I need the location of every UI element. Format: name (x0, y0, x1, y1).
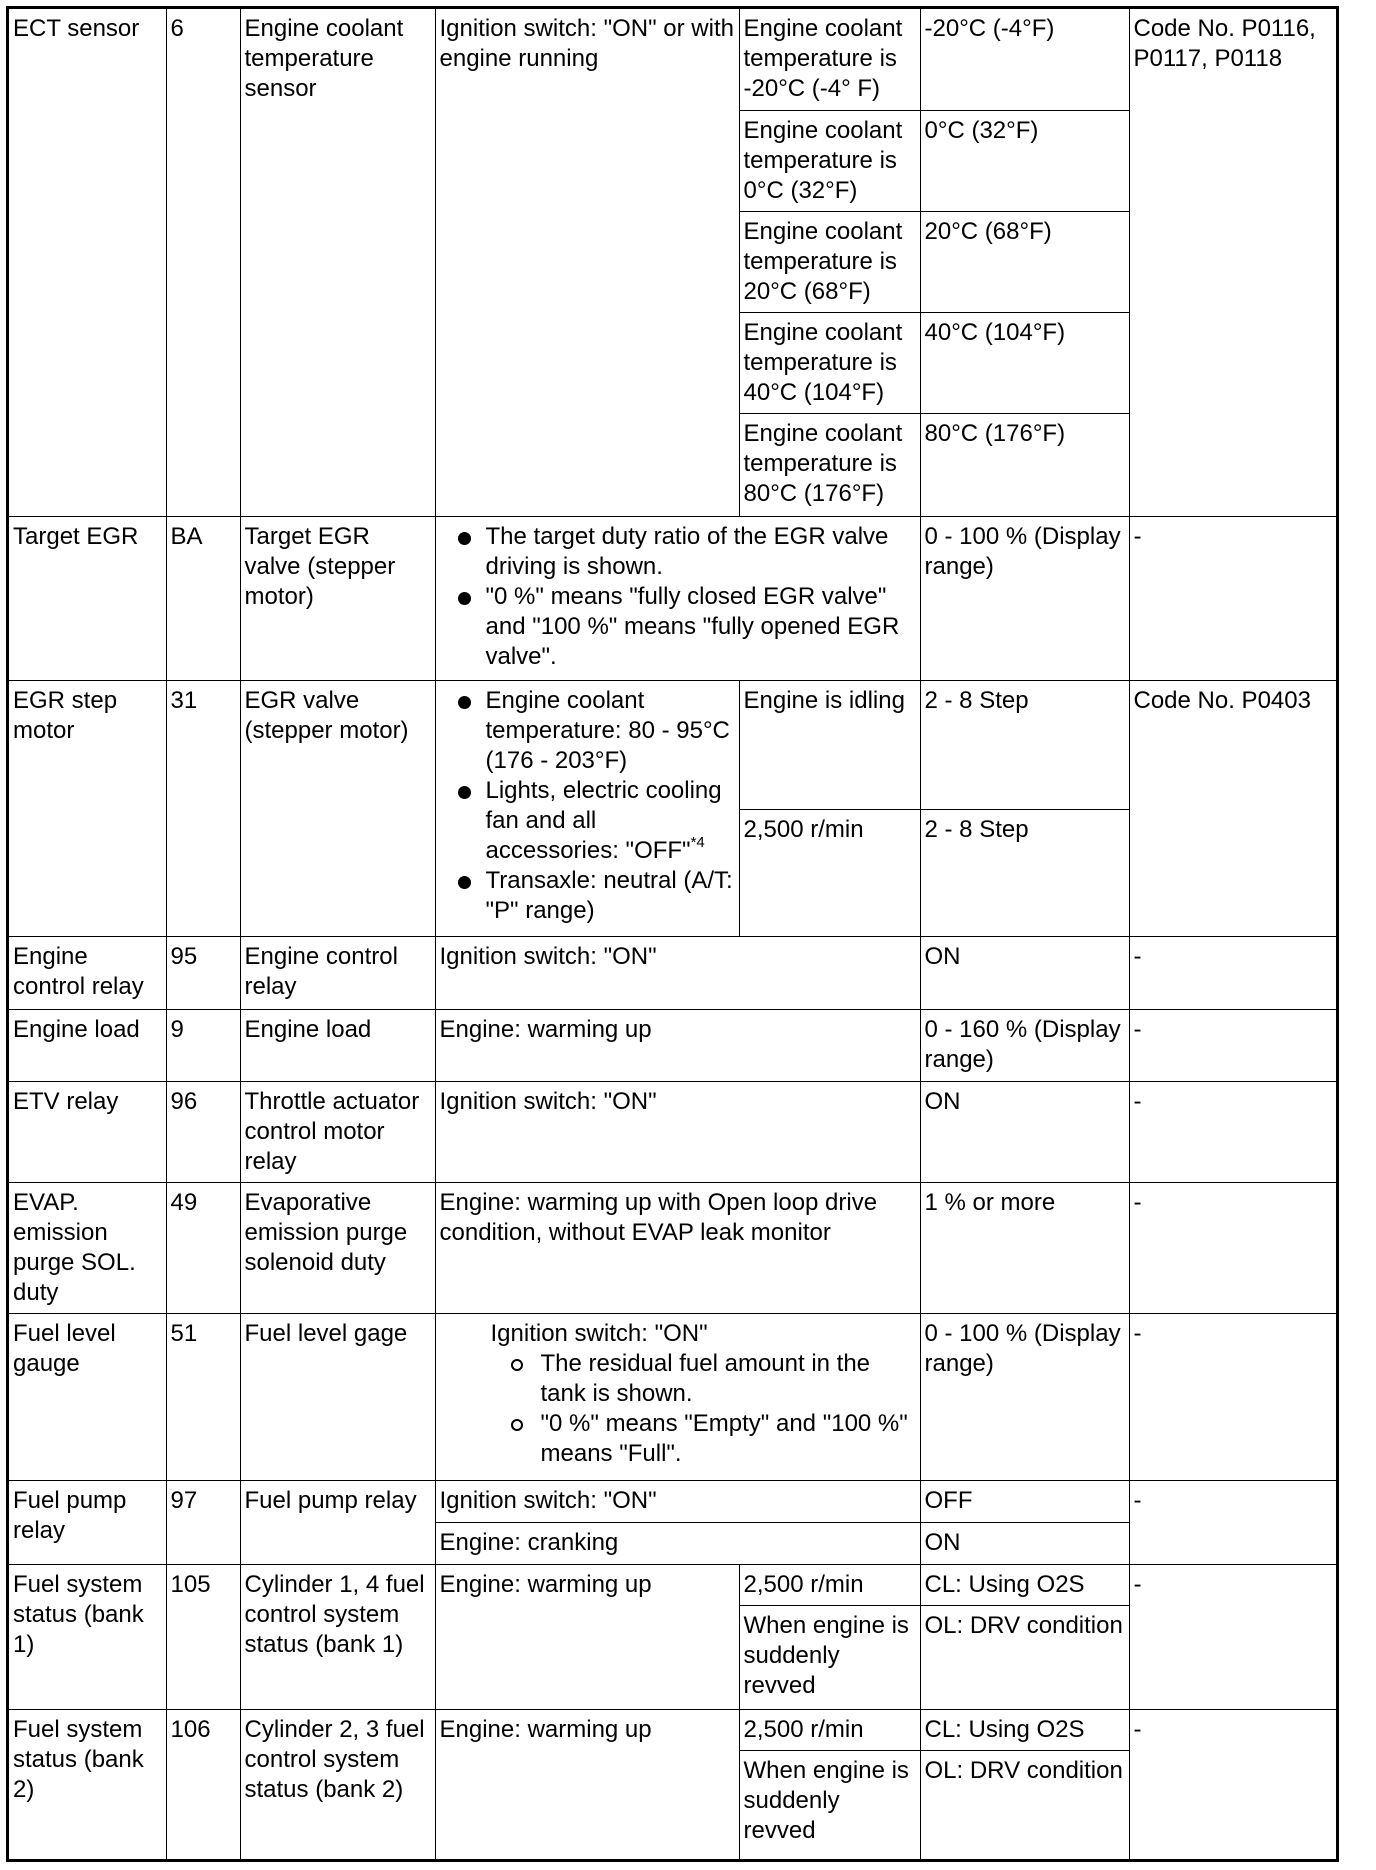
component-cell: Fuel pump relay (240, 1480, 435, 1564)
component-cell: Fuel level gage (240, 1313, 435, 1480)
item-cell: Engine load (9, 1009, 166, 1081)
reference-cell: - (1129, 1480, 1336, 1564)
item-cell: EGR step motor (9, 680, 166, 936)
reference-cell: Code No. P0116, P0117, P0118 (1129, 9, 1336, 516)
condition-cell: Engine: warming up (435, 1009, 920, 1081)
table-row (9, 1009, 1336, 1081)
reference-cell: - (1129, 1182, 1336, 1313)
item-cell: Target EGR (9, 516, 166, 680)
sub-condition-cell: Engine coolant temperature is -20°C (-4° F) (739, 9, 920, 110)
reference-cell: - (1129, 1081, 1336, 1182)
spec-cell: OL: DRV condition (920, 1605, 1129, 1709)
spec-cell: ON (920, 1081, 1129, 1182)
bullet-list (440, 522, 916, 672)
item-cell: Fuel system status (bank 1) (9, 1564, 166, 1709)
table-row (9, 1480, 1336, 1522)
table-row (9, 9, 1336, 110)
sub-condition-cell: When engine is suddenly revved (739, 1605, 920, 1709)
item-cell: ECT sensor (9, 9, 166, 516)
item-cell: ETV relay (9, 1081, 166, 1182)
code-cell: 49 (166, 1182, 240, 1313)
item-cell: EVAP. emission purge SOL. duty (9, 1182, 166, 1313)
list-item: The residual fuel amount in the tank is shown. (541, 1349, 916, 1409)
table-row (9, 1313, 1336, 1480)
reference-cell: - (1129, 936, 1336, 1009)
table-row (9, 936, 1336, 1009)
sub-condition-cell: 2,500 r/min (739, 1709, 920, 1750)
component-cell: Evaporative emission purge solenoid duty (240, 1182, 435, 1313)
table-row (9, 1081, 1336, 1182)
item-cell: Engine control relay (9, 936, 166, 1009)
spec-cell: ON (920, 936, 1129, 1009)
item-cell: Fuel level gauge (9, 1313, 166, 1480)
bullet-list (491, 1349, 916, 1469)
spec-cell: CL: Using O2S (920, 1709, 1129, 1750)
sub-condition-cell: When engine is suddenly revved (739, 1750, 920, 1859)
condition-cell: Engine: warming up (435, 1709, 739, 1859)
list-item-text: Lights, electric cooling fan and all accessories: "OFF" (485, 776, 722, 864)
sub-condition-cell: Engine is idling (739, 680, 920, 809)
list-item: The target duty ratio of the EGR valve driving is shown. (486, 522, 916, 582)
code-cell: 96 (166, 1081, 240, 1182)
reference-cell: - (1129, 1009, 1336, 1081)
code-cell: 31 (166, 680, 240, 936)
table-row (9, 1564, 1336, 1605)
list-item: Transaxle: neutral (A/T: "P" range) (485, 866, 733, 924)
sub-condition-cell: Engine coolant temperature is 40°C (104°F) (739, 312, 920, 413)
component-cell: Cylinder 2, 3 fuel control system status (bank 2) (240, 1709, 435, 1859)
spec-cell: 2 - 8 Step (920, 680, 1129, 809)
condition-cell: Ignition switch: "ON" or with engine running (435, 9, 739, 516)
table-row (9, 1709, 1336, 1750)
condition-cell (435, 516, 920, 680)
spec-cell: CL: Using O2S (920, 1564, 1129, 1605)
component-cell: Engine coolant temperature sensor (240, 9, 435, 516)
spec-cell: 40°C (104°F) (920, 312, 1129, 413)
spec-cell: 0°C (32°F) (920, 110, 1129, 211)
sub-condition-cell: 2,500 r/min (739, 809, 920, 936)
condition-cell: Ignition switch: "ON" (435, 936, 920, 1009)
table-row (9, 1182, 1336, 1313)
component-cell: Target EGR valve (stepper motor) (240, 516, 435, 680)
condition-cell: Ignition switch: "ON" (435, 1081, 920, 1182)
mut-data-list-page (6, 6, 1339, 1862)
condition-cell: Engine: cranking (435, 1522, 920, 1564)
table-row (9, 516, 1336, 680)
code-cell: 9 (166, 1009, 240, 1081)
bullet-list (440, 686, 735, 926)
spec-cell: OL: DRV condition (920, 1750, 1129, 1859)
spec-cell: 80°C (176°F) (920, 413, 1129, 516)
code-cell: BA (166, 516, 240, 680)
item-cell: Fuel system status (bank 2) (9, 1709, 166, 1859)
reference-cell: - (1129, 1313, 1336, 1480)
code-cell: 105 (166, 1564, 240, 1709)
service-data-table (9, 9, 1336, 1859)
condition-text: Ignition switch: "ON" (490, 1319, 708, 1347)
spec-cell: 2 - 8 Step (920, 809, 1129, 936)
spec-cell: 0 - 100 % (Display range) (920, 1313, 1129, 1480)
spec-cell: -20°C (-4°F) (920, 9, 1129, 110)
component-cell: Cylinder 1, 4 fuel control system status (bank 1) (240, 1564, 435, 1709)
spec-cell: ON (920, 1522, 1129, 1564)
code-cell: 95 (166, 936, 240, 1009)
code-cell: 97 (166, 1480, 240, 1564)
code-cell: 51 (166, 1313, 240, 1480)
component-cell: Engine load (240, 1009, 435, 1081)
table-row (9, 680, 1336, 809)
spec-cell: 0 - 100 % (Display range) (920, 516, 1129, 680)
component-cell: Engine control relay (240, 936, 435, 1009)
condition-cell (435, 1313, 920, 1480)
code-cell: 6 (166, 9, 240, 516)
code-cell: 106 (166, 1709, 240, 1859)
sub-condition-cell: Engine coolant temperature is 20°C (68°F) (739, 211, 920, 312)
spec-cell: 1 % or more (920, 1182, 1129, 1313)
spec-cell: 20°C (68°F) (920, 211, 1129, 312)
reference-cell: - (1129, 1564, 1336, 1709)
condition-cell: Ignition switch: "ON" (435, 1480, 920, 1522)
sub-condition-cell: Engine coolant temperature is 80°C (176°F) (739, 413, 920, 516)
spec-cell: 0 - 160 % (Display range) (920, 1009, 1129, 1081)
reference-cell: - (1129, 1709, 1336, 1859)
condition-cell: Engine: warming up with Open loop drive condition, without EVAP leak monitor (435, 1182, 920, 1313)
item-cell: Fuel pump relay (9, 1480, 166, 1564)
reference-cell: Code No. P0403 (1129, 680, 1336, 936)
sub-condition-cell: Engine coolant temperature is 0°C (32°F) (739, 110, 920, 211)
footnote-mark: *4 (690, 833, 705, 851)
condition-cell: Engine: warming up (435, 1564, 739, 1709)
list-item (486, 776, 735, 866)
list-item: Engine coolant temperature: 80 - 95°C (176 - 203°F) (486, 686, 735, 776)
spec-cell: OFF (920, 1480, 1129, 1522)
component-cell: Throttle actuator control motor relay (240, 1081, 435, 1182)
reference-cell: - (1129, 516, 1336, 680)
list-item: "0 %" means "fully closed EGR valve" and "100 %" means "fully opened EGR valve". (486, 582, 916, 672)
component-cell: EGR valve (stepper motor) (240, 680, 435, 936)
condition-cell (435, 680, 739, 936)
sub-condition-cell: 2,500 r/min (739, 1564, 920, 1605)
list-item: "0 %" means "Empty" and "100 %" means "Full". (541, 1409, 916, 1469)
